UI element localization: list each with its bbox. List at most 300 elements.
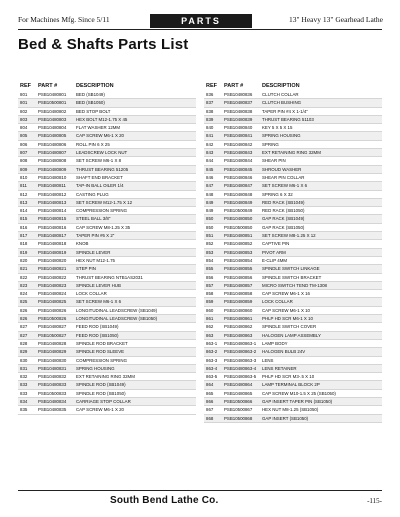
part-number-cell: PSB10480855 bbox=[224, 266, 253, 272]
part-number-cell: PSB10480817 bbox=[38, 233, 67, 239]
ref-cell: 866 bbox=[206, 398, 214, 404]
table-row bbox=[18, 307, 196, 315]
part-number-cell: PSB10500827 bbox=[38, 332, 67, 338]
ref-cell: 868 bbox=[206, 415, 214, 421]
ref-cell: 843 bbox=[206, 150, 214, 156]
table-row bbox=[204, 191, 382, 199]
ref-cell: 806 bbox=[20, 141, 28, 147]
part-number-cell: PSB10480860 bbox=[224, 307, 253, 313]
description-cell: CAP SCREW M6-1 X 10 bbox=[262, 307, 310, 313]
ref-cell: 836 bbox=[206, 92, 214, 97]
ref-cell: 852 bbox=[206, 241, 214, 247]
part-number-cell: PSB10480841 bbox=[224, 133, 253, 139]
part-number-cell: PSB10480811 bbox=[38, 183, 66, 189]
table-row bbox=[18, 199, 196, 207]
ref-cell: 820 bbox=[20, 257, 28, 263]
table-row bbox=[18, 365, 196, 373]
ref-cell: 821 bbox=[20, 266, 28, 272]
table-header bbox=[204, 82, 382, 91]
part-number-cell: PSB10480863-2 bbox=[224, 349, 257, 355]
part-number-cell: PSB10480822 bbox=[38, 274, 67, 280]
part-number-cell: PSB10480858 bbox=[224, 291, 253, 297]
table-row bbox=[204, 398, 382, 406]
ref-cell: 811 bbox=[20, 183, 27, 189]
ref-cell: 828 bbox=[20, 340, 28, 346]
part-number-cell: PSB10500801 bbox=[38, 100, 67, 106]
part-number-cell: PSB10480809 bbox=[38, 166, 67, 172]
table-row bbox=[204, 182, 382, 190]
description-cell: KNOB bbox=[76, 241, 89, 247]
part-number-cell: PSB10480819 bbox=[38, 249, 67, 255]
part-number-cell: PSB10500850 bbox=[224, 224, 253, 230]
ref-cell: 863-4 bbox=[206, 365, 218, 371]
table-row bbox=[18, 215, 196, 223]
part-number-cell: PSB10480842 bbox=[224, 141, 253, 147]
description-cell: THRUST BEARING 51205 bbox=[76, 166, 129, 172]
part-number-cell: PSB10480803 bbox=[38, 116, 67, 122]
description-cell: SPINDLE LEVER HUB bbox=[76, 282, 121, 288]
description-cell: HALOGEN LAMP ASSEMBLY bbox=[262, 332, 321, 338]
table-row bbox=[204, 373, 382, 381]
table-row bbox=[18, 224, 196, 232]
ref-cell: 833 bbox=[20, 382, 28, 388]
part-number-cell: PSB10480832 bbox=[38, 374, 67, 380]
part-number-cell: PSB10480828 bbox=[38, 340, 67, 346]
table-row bbox=[204, 290, 382, 298]
ref-cell: 801 bbox=[20, 100, 28, 106]
description-cell: CARRIAGE STOP COLLAR bbox=[76, 398, 131, 404]
description-cell: BED STOP BOLT bbox=[76, 108, 111, 114]
description-cell: SPINDLE ROD (SB1049) bbox=[76, 382, 126, 388]
ref-cell: 822 bbox=[20, 274, 28, 280]
table-row bbox=[204, 406, 382, 414]
ref-cell: 846 bbox=[206, 174, 214, 180]
description-cell: STEEL BALL 3/8" bbox=[76, 216, 111, 222]
table-row bbox=[18, 257, 196, 265]
ref-cell: 813 bbox=[20, 199, 28, 205]
part-number-cell: PSB10480857 bbox=[224, 282, 253, 288]
ref-cell: 802 bbox=[20, 108, 28, 114]
part-number-cell: PSB10480859 bbox=[224, 299, 253, 305]
description-cell: LENS RETAINER bbox=[262, 365, 297, 371]
part-number-cell: PSB10480813 bbox=[38, 199, 67, 205]
table-row bbox=[204, 174, 382, 182]
table-row bbox=[204, 415, 382, 423]
ref-cell: 817 bbox=[20, 233, 28, 239]
table-row bbox=[204, 240, 382, 248]
part-number-cell: PSB10480863-5 bbox=[224, 374, 257, 380]
part-number-cell: PSB10480843 bbox=[224, 150, 253, 156]
part-number-cell: PSB10480835 bbox=[38, 407, 67, 413]
part-number-cell: PSB10480808 bbox=[38, 158, 67, 164]
description-cell: COMPRESSION SPRING bbox=[76, 208, 127, 214]
description-column-header: DESCRIPTION bbox=[262, 83, 300, 89]
table-row bbox=[18, 332, 196, 340]
table-row bbox=[204, 166, 382, 174]
ref-cell: 801 bbox=[20, 92, 28, 97]
part-number-cell: PSB10480844 bbox=[224, 158, 253, 164]
ref-cell: 841 bbox=[206, 133, 214, 139]
description-cell: HEX NUT M12-1.75 bbox=[76, 257, 115, 263]
ref-cell: 862 bbox=[206, 324, 214, 330]
table-row bbox=[18, 141, 196, 149]
description-cell: SET SCREW M6-1 X 8 bbox=[76, 158, 122, 164]
description-cell: SPINDLE SWITCH BRACKET bbox=[262, 274, 322, 280]
ref-cell: 814 bbox=[20, 208, 28, 214]
ref-cell: 803 bbox=[20, 116, 28, 122]
part-number-cell: PSB10480825 bbox=[38, 299, 67, 305]
ref-column-header: REF bbox=[20, 83, 31, 89]
part-number-cell: PSB10480863-4 bbox=[224, 365, 257, 371]
part-number-cell: PSB10500868 bbox=[224, 415, 253, 421]
description-cell: SET SCREW M6-1 X 6 bbox=[76, 299, 122, 305]
table-row bbox=[18, 182, 196, 190]
part-number-cell: PSB10480838 bbox=[224, 108, 253, 114]
table-row bbox=[204, 232, 382, 240]
description-cell: RED RACK (SB1050) bbox=[262, 208, 305, 214]
part-number-cell: PSB10480846 bbox=[224, 174, 253, 180]
ref-cell: 815 bbox=[20, 216, 28, 222]
table-row bbox=[204, 365, 382, 373]
ref-cell: 805 bbox=[20, 133, 28, 139]
table-row bbox=[204, 257, 382, 265]
ref-cell: 849 bbox=[206, 199, 214, 205]
description-cell: TAP-IN BALL OILER 1/4 bbox=[76, 183, 124, 189]
description-cell: E-CLIP 4MM bbox=[262, 257, 288, 263]
part-number-cell: PSB10480820 bbox=[38, 257, 67, 263]
ref-cell: 844 bbox=[206, 158, 214, 164]
description-cell: LOCK COLLAR bbox=[262, 299, 293, 305]
ref-cell: 863-2 bbox=[206, 349, 218, 355]
ref-cell: 809 bbox=[20, 166, 28, 172]
description-cell: BED (SB1049) bbox=[76, 92, 105, 97]
ref-cell: 854 bbox=[206, 257, 214, 263]
part-number-cell: PSB10480812 bbox=[38, 191, 67, 197]
part-number-cell: PSB10480862 bbox=[224, 324, 253, 330]
table-row bbox=[18, 348, 196, 356]
description-cell: CAP SCREW M6-1 X 20 bbox=[76, 133, 124, 139]
table-row bbox=[204, 141, 382, 149]
table-row bbox=[204, 116, 382, 124]
footer-rule bbox=[18, 490, 382, 491]
part-number-cell: PSB10480802 bbox=[38, 108, 67, 114]
part-number-cell: PSB10480864 bbox=[224, 382, 253, 388]
ref-cell: 834 bbox=[20, 398, 28, 404]
description-cell: SET SCREW M12-1.75 X 12 bbox=[76, 199, 133, 205]
ref-cell: 818 bbox=[20, 241, 28, 247]
description-cell: CLUTCH BUSHING bbox=[262, 100, 302, 106]
ref-cell: 864 bbox=[206, 382, 214, 388]
table-row bbox=[18, 99, 196, 107]
description-cell: SPRING bbox=[262, 141, 279, 147]
table-row bbox=[18, 249, 196, 257]
ref-cell: 826 bbox=[20, 307, 28, 313]
description-cell: KEY 5 X 5 X 15 bbox=[262, 125, 293, 131]
table-row bbox=[204, 315, 382, 323]
description-cell: THRUST BEARING 51103 bbox=[262, 116, 314, 122]
ref-cell: 823 bbox=[20, 282, 28, 288]
table-row bbox=[18, 340, 196, 348]
ref-cell: 850 bbox=[206, 224, 214, 230]
part-number-cell: PSB10480827 bbox=[38, 324, 67, 330]
header-section-label: PARTS bbox=[150, 14, 252, 28]
table-row bbox=[204, 199, 382, 207]
parts-table-right bbox=[204, 82, 382, 423]
description-cell: RED RACK (SB1049) bbox=[262, 199, 305, 205]
description-cell: ROLL PIN 6 X 25 bbox=[76, 141, 110, 147]
parts-table-left bbox=[18, 82, 196, 415]
table-row bbox=[18, 232, 196, 240]
ref-cell: 830 bbox=[20, 357, 28, 363]
part-number-cell: PSB10480814 bbox=[38, 208, 67, 214]
part-number-cell: PSB10480801 bbox=[38, 92, 67, 97]
ref-cell: 825 bbox=[20, 299, 28, 305]
ref-cell: 865 bbox=[206, 390, 214, 396]
ref-cell: 839 bbox=[206, 116, 214, 122]
description-cell: CAP SCREW M6-1 X 16 bbox=[262, 291, 310, 297]
ref-cell: 837 bbox=[206, 100, 214, 106]
ref-cell: 851 bbox=[206, 233, 214, 239]
table-row bbox=[204, 348, 382, 356]
part-number-cell: PSB10500849 bbox=[224, 208, 253, 214]
part-number-cell: PSB10480818 bbox=[38, 241, 67, 247]
ref-cell: 827 bbox=[20, 332, 28, 338]
part-number-cell: PSB10480807 bbox=[38, 150, 67, 156]
description-cell: GAP INSERT TAPER PIN (SB1050) bbox=[262, 398, 333, 404]
page-title: Bed & Shafts Parts List bbox=[18, 36, 189, 53]
table-row bbox=[18, 315, 196, 323]
part-number-cell: PSB10480863 bbox=[224, 332, 253, 338]
ref-cell: 819 bbox=[20, 249, 28, 255]
part-column-header: PART # bbox=[38, 83, 58, 89]
ref-cell: 842 bbox=[206, 141, 214, 147]
description-cell: FEED ROD (SB1049) bbox=[76, 324, 119, 330]
part-number-cell: PSB10480839 bbox=[224, 116, 253, 122]
table-body bbox=[204, 91, 382, 423]
part-number-cell: PSB10480847 bbox=[224, 183, 253, 189]
part-number-cell: PSB10480804 bbox=[38, 125, 67, 131]
part-number-cell: PSB10480830 bbox=[38, 357, 67, 363]
table-row bbox=[18, 357, 196, 365]
part-number-cell: PSB10480834 bbox=[38, 398, 67, 404]
part-number-cell: PSB10480854 bbox=[224, 257, 253, 263]
description-column-header: DESCRIPTION bbox=[76, 83, 114, 89]
description-cell: LENS bbox=[262, 357, 274, 363]
table-row bbox=[204, 265, 382, 273]
ref-cell: 804 bbox=[20, 125, 28, 131]
part-number-cell: PSB10500867 bbox=[224, 407, 253, 413]
description-cell: GAP INSERT (SB1050) bbox=[262, 415, 309, 421]
table-row bbox=[18, 282, 196, 290]
ref-cell: 826 bbox=[20, 316, 28, 322]
table-row bbox=[204, 323, 382, 331]
part-number-cell: PSB10480863-1 bbox=[224, 340, 257, 346]
table-row bbox=[18, 323, 196, 331]
description-cell: CAP SCREW M10-1.5 X 25 (SB1050) bbox=[262, 390, 336, 396]
part-number-cell: PSB10480826 bbox=[38, 307, 67, 313]
table-row bbox=[18, 132, 196, 140]
description-cell: PHLP HD SCR M3-.5 X 10 bbox=[262, 374, 315, 380]
ref-cell: 853 bbox=[206, 249, 214, 255]
table-row bbox=[204, 157, 382, 165]
description-cell: HEX BOLT M12-1.75 X 45 bbox=[76, 116, 128, 122]
part-number-cell: PSB10480823 bbox=[38, 282, 67, 288]
description-cell: LONGITUDINAL LEADSCREW (SB1050) bbox=[76, 316, 158, 322]
part-number-cell: PSB10480863-3 bbox=[224, 357, 257, 363]
table-row bbox=[18, 207, 196, 215]
description-cell: EXT RETAINING RING 32MM bbox=[262, 150, 321, 156]
part-number-cell: PSB10480824 bbox=[38, 291, 67, 297]
table-row bbox=[18, 174, 196, 182]
description-cell: SPRING HOUSING bbox=[262, 133, 301, 139]
ref-cell: 807 bbox=[20, 150, 28, 156]
description-cell: HALOGEN BULB 24V bbox=[262, 349, 306, 355]
ref-cell: 812 bbox=[20, 191, 28, 197]
description-cell: CLUTCH COLLAR bbox=[262, 92, 299, 97]
table-row bbox=[204, 340, 382, 348]
ref-cell: 831 bbox=[20, 365, 28, 371]
table-row bbox=[204, 91, 382, 99]
ref-cell: 845 bbox=[206, 166, 214, 172]
part-number-cell: PSB10480853 bbox=[224, 249, 253, 255]
table-row bbox=[18, 240, 196, 248]
ref-cell: 856 bbox=[206, 274, 214, 280]
table-row bbox=[204, 274, 382, 282]
part-number-cell: PSB10480815 bbox=[38, 216, 67, 222]
table-row bbox=[204, 215, 382, 223]
ref-cell: 863-1 bbox=[206, 340, 218, 346]
part-number-cell: PSB10480806 bbox=[38, 141, 67, 147]
description-cell: LOCK COLLAR bbox=[76, 291, 107, 297]
description-cell: SPINDLE ROD BRACKET bbox=[76, 340, 128, 346]
description-cell: SET SCREW M6-1 X 6 bbox=[262, 183, 308, 189]
part-number-cell: PSB10480856 bbox=[224, 274, 253, 280]
description-cell: PHLP HD SCR M6-1 X 10 bbox=[262, 316, 313, 322]
description-cell: SHROUD WASHER bbox=[262, 166, 302, 172]
ref-cell: 848 bbox=[206, 191, 214, 197]
part-number-cell: PSB10480831 bbox=[38, 365, 67, 371]
part-number-cell: PSB10500826 bbox=[38, 316, 67, 322]
description-cell: SPINDLE SWITCH COVER bbox=[262, 324, 317, 330]
description-cell: FLAT WASHER 12MM bbox=[76, 125, 121, 131]
part-number-cell: PSB10480833 bbox=[38, 382, 67, 388]
description-cell: LEADSCREW LOCK NUT bbox=[76, 150, 128, 156]
header-rule bbox=[18, 29, 382, 30]
table-row bbox=[204, 224, 382, 232]
header-machines-text: For Machines Mfg. Since 5/11 bbox=[18, 15, 110, 24]
table-row bbox=[204, 282, 382, 290]
table-row bbox=[204, 307, 382, 315]
part-number-cell: PSB10480852 bbox=[224, 241, 253, 247]
description-cell: SHEAR PIN COLLAR bbox=[262, 174, 305, 180]
description-cell: GAP RACK (SB1050) bbox=[262, 224, 305, 230]
description-cell: SPINDLE ROD (SB1050) bbox=[76, 390, 126, 396]
description-cell: PIVOT ARM bbox=[262, 249, 286, 255]
table-body bbox=[18, 91, 196, 415]
description-cell: GAP RACK (SB1049) bbox=[262, 216, 305, 222]
description-cell: TAPER PIN #4 X 1-1/4" bbox=[262, 108, 308, 114]
part-number-cell: PSB10480816 bbox=[38, 224, 67, 230]
brand-logo: South Bend Lathe Co. bbox=[110, 495, 219, 506]
description-cell: SPINDLE ROD SLEEVE bbox=[76, 349, 125, 355]
description-cell: SPRING HOUSING bbox=[76, 365, 115, 371]
table-row bbox=[18, 108, 196, 116]
table-header bbox=[18, 82, 196, 91]
description-cell: CAPTIVE PIN bbox=[262, 241, 290, 247]
part-number-cell: PSB10480851 bbox=[224, 233, 253, 239]
ref-cell: 855 bbox=[206, 266, 214, 272]
table-row bbox=[18, 274, 196, 282]
ref-cell: 860 bbox=[206, 307, 214, 313]
part-number-cell: PSB10480865 bbox=[224, 390, 253, 396]
ref-cell: 810 bbox=[20, 174, 28, 180]
ref-cell: 861 bbox=[206, 316, 214, 322]
table-row bbox=[18, 381, 196, 389]
table-row bbox=[18, 166, 196, 174]
part-number-cell: PSB10480861 bbox=[224, 316, 253, 322]
description-cell: CAP SCREW M6-1 X 20 bbox=[76, 407, 124, 413]
description-cell: BED (SB1050) bbox=[76, 100, 105, 106]
ref-cell: 816 bbox=[20, 224, 28, 230]
table-row bbox=[204, 124, 382, 132]
header-model-text: 13" Heavy 13" Gearhead Lathe bbox=[289, 15, 383, 24]
table-row bbox=[204, 99, 382, 107]
ref-cell: 863-3 bbox=[206, 357, 218, 363]
description-cell: CAP SCREW M8-1.25 X 35 bbox=[76, 224, 131, 230]
part-number-cell: PSB10480805 bbox=[38, 133, 67, 139]
ref-cell: 867 bbox=[206, 407, 214, 413]
description-cell: SET SCREW M8-1.25 X 12 bbox=[262, 233, 316, 239]
part-number-cell: PSB10480837 bbox=[224, 100, 253, 106]
description-cell: SPINDLE SWITCH LINKAGE bbox=[262, 266, 320, 272]
part-number-cell: PSB10480849 bbox=[224, 199, 253, 205]
part-number-cell: PSB10480821 bbox=[38, 266, 67, 272]
table-row bbox=[18, 265, 196, 273]
part-number-cell: PSB10480845 bbox=[224, 166, 253, 172]
ref-cell: 849 bbox=[206, 208, 214, 214]
table-row bbox=[18, 373, 196, 381]
table-row bbox=[204, 381, 382, 389]
part-number-cell: PSB10480836 bbox=[224, 92, 253, 97]
ref-cell: 832 bbox=[20, 374, 28, 380]
description-cell: SHEAR PIN bbox=[262, 158, 286, 164]
description-cell: LAMP TERMINAL BLOCK 2P bbox=[262, 382, 320, 388]
description-cell: HEX NUT M8-1.25 (SB1050) bbox=[262, 407, 319, 413]
table-row bbox=[204, 149, 382, 157]
description-cell: STEP PIN bbox=[76, 266, 96, 272]
ref-cell: 850 bbox=[206, 216, 214, 222]
description-cell: CASTING PLUG bbox=[76, 191, 109, 197]
table-row bbox=[204, 132, 382, 140]
part-number-cell: PSB10480840 bbox=[224, 125, 253, 131]
table-row bbox=[204, 298, 382, 306]
ref-cell: 858 bbox=[206, 291, 214, 297]
part-number-cell: PSB10500833 bbox=[38, 390, 67, 396]
ref-cell: 863-5 bbox=[206, 374, 218, 380]
ref-cell: 859 bbox=[206, 299, 214, 305]
table-row bbox=[18, 124, 196, 132]
description-cell: EXT RETAINING RING 32MM bbox=[76, 374, 135, 380]
table-row bbox=[18, 116, 196, 124]
ref-cell: 808 bbox=[20, 158, 28, 164]
description-cell: MICRO SWITCH TEND TM-1308 bbox=[262, 282, 327, 288]
table-row bbox=[204, 390, 382, 398]
description-cell: SHAFT END BRACKET bbox=[76, 174, 123, 180]
page-header bbox=[0, 14, 400, 28]
ref-cell: 827 bbox=[20, 324, 28, 330]
ref-cell: 829 bbox=[20, 349, 28, 355]
description-cell: THRUST BEARING NTB1AS2031 bbox=[76, 274, 143, 280]
